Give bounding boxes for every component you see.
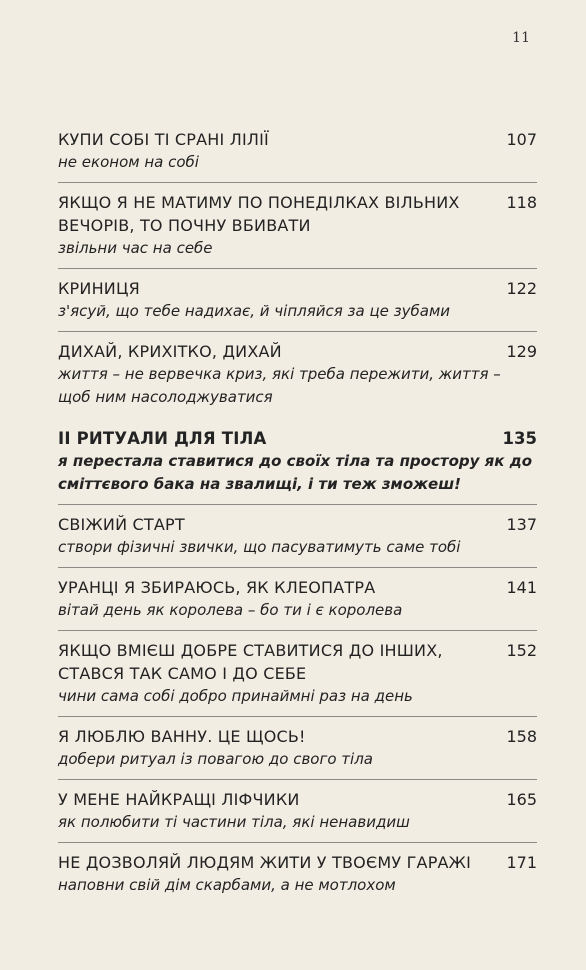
entry-title: ЯКЩО Я НЕ МАТИМУ ПО ПОНЕДІЛКАХ ВІЛЬНИХ ВЕЧОРІВ, ТО ПОЧНУ ВБИВАТИ	[58, 193, 460, 235]
entry-title: КРИНИЦЯ	[58, 279, 140, 298]
entry-subtitle: як полюбити ті частини тіла, які ненавидиш	[58, 813, 410, 831]
entry-title: УРАНЦІ Я ЗБИРАЮСЬ, ЯК КЛЕОПАТРА	[58, 578, 376, 597]
divider	[58, 842, 537, 843]
entry-page: 118	[506, 193, 537, 212]
entry-title: У МЕНЕ НАЙКРАЩІ ЛІФЧИКИ	[58, 790, 300, 809]
entry-subtitle: з'ясуй, що тебе надихає, й чіпляйся за це зубами	[58, 302, 451, 320]
section-subtitle: я перестала ставитися до своїх тіла та простору як до сміттєвого бака на звалищі, і ти теж зможеш!	[58, 452, 533, 493]
toc-entry	[58, 851, 537, 897]
entry-page: 129	[506, 342, 537, 361]
entry-page: 122	[506, 279, 537, 298]
toc-entry	[58, 513, 537, 559]
divider	[58, 268, 537, 269]
toc-entry	[58, 788, 537, 834]
toc-entry	[58, 128, 537, 174]
entry-title: ЯКЩО ВМІЄШ ДОБРЕ СТАВИТИСЯ ДО ІНШИХ, СТАВСЯ ТАК САМО І ДО СЕБЕ	[58, 641, 443, 683]
section-title: II РИТУАЛИ ДЛЯ ТІЛА	[58, 429, 267, 448]
entry-title: НЕ ДОЗВОЛЯЙ ЛЮДЯМ ЖИТИ У ТВОЄМУ ГАРАЖІ	[58, 853, 472, 872]
section-heading	[58, 427, 537, 496]
entry-page: 137	[506, 515, 537, 534]
entry-title: КУПИ СОБІ ТІ СРАНІ ЛІЛІЇ	[58, 130, 269, 149]
entry-subtitle: вітай день як королева – бо ти і є королева	[58, 601, 403, 619]
toc-entry	[58, 340, 537, 409]
divider	[58, 182, 537, 183]
entry-subtitle: створи фізичні звички, що пасуватимуть саме тобі	[58, 538, 461, 556]
entry-page: 165	[506, 790, 537, 809]
toc-entry	[58, 191, 537, 260]
entry-page: 141	[506, 578, 537, 597]
divider	[58, 630, 537, 631]
entry-title: Я ЛЮБЛЮ ВАННУ. ЦЕ ЩОСЬ!	[58, 727, 306, 746]
page-number: 11	[512, 30, 530, 46]
entry-page: 171	[506, 853, 537, 872]
entry-subtitle: не економ на собі	[58, 153, 199, 171]
divider	[58, 567, 537, 568]
entry-subtitle: життя – не вервечка криз, які треба пережити, життя – щоб ним насолоджуватися	[58, 365, 501, 406]
entry-page: 158	[506, 727, 537, 746]
divider	[58, 716, 537, 717]
entry-subtitle: наповни свій дім скарбами, а не мотлохом	[58, 876, 396, 894]
entry-subtitle: добери ритуал із повагою до свого тіла	[58, 750, 373, 768]
toc-entry	[58, 639, 537, 708]
entry-subtitle: чини сама собі добро принаймні раз на день	[58, 687, 413, 705]
toc-entry	[58, 725, 537, 771]
divider	[58, 331, 537, 332]
entry-title: СВІЖИЙ СТАРТ	[58, 515, 185, 534]
divider	[58, 504, 537, 505]
entry-subtitle: звільни час на себе	[58, 239, 213, 257]
divider	[58, 779, 537, 780]
entry-title: ДИХАЙ, КРИХІТКО, ДИХАЙ	[58, 342, 282, 361]
entry-page: 152	[506, 641, 537, 660]
entry-page: 107	[506, 130, 537, 149]
section-page: 135	[502, 429, 537, 448]
toc-entry	[58, 576, 537, 622]
toc-entry	[58, 277, 537, 323]
table-of-contents	[58, 128, 537, 897]
